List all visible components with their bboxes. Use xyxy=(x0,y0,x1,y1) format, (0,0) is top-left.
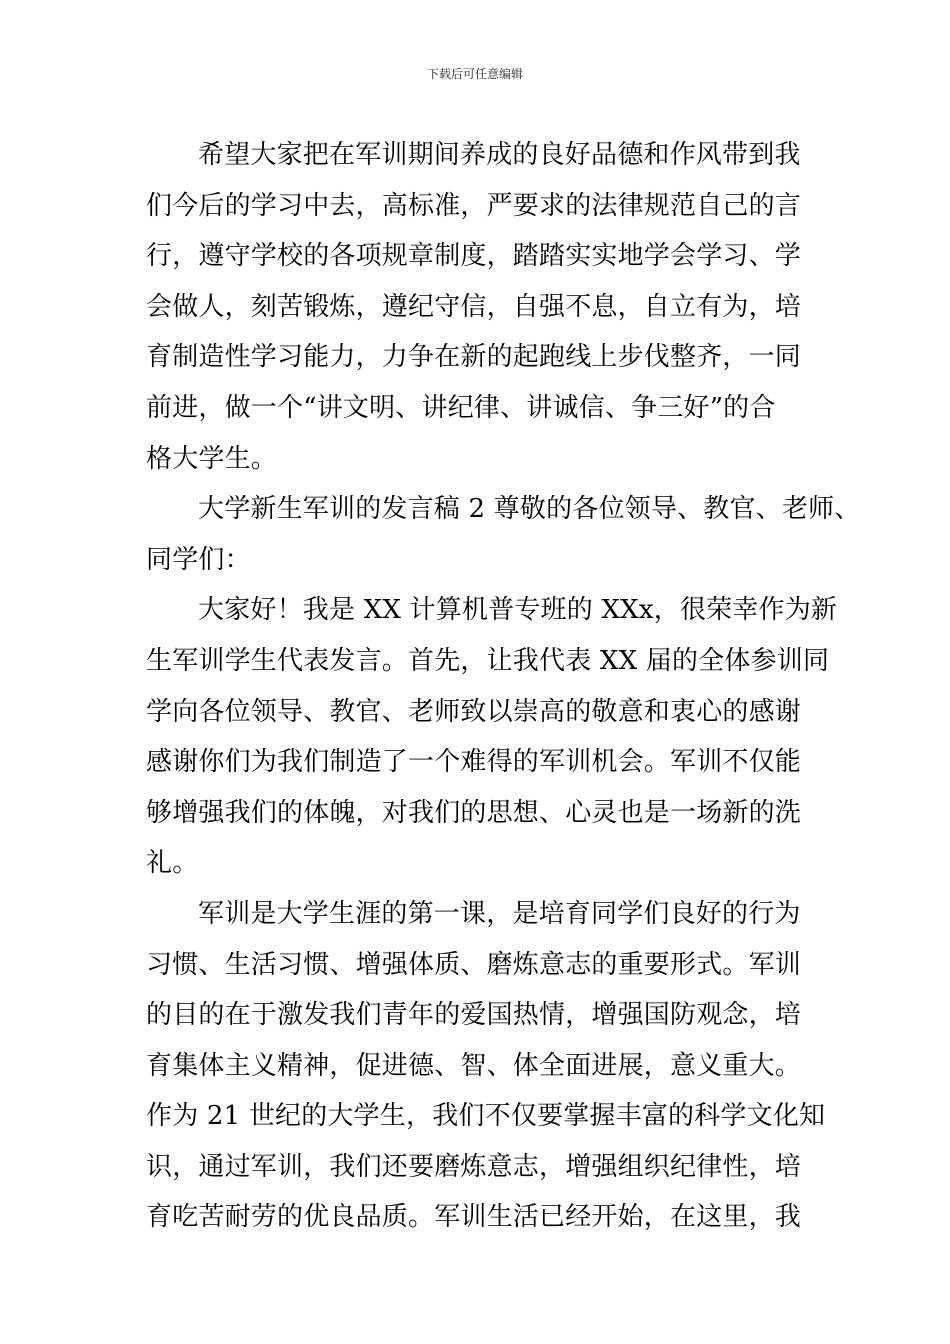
text-line: 的目的在于激发我们青年的爱国热情，增强国防观念，培 xyxy=(146,1000,802,1031)
text-line: 会做人，刻苦锻炼，遵纪守信，自强不息，自立有为，培 xyxy=(146,291,802,322)
text-line: 识，通过军训，我们还要磨炼意志，增强组织纪律性，培 xyxy=(146,1151,802,1182)
text-line: 同学们： xyxy=(146,544,251,575)
text-line: 育集体主义精神，促进德、智、体全面进展，意义重大。 xyxy=(146,1050,802,1081)
text-line: 格大学生。 xyxy=(146,443,278,474)
text-line: 作为 21 世纪的大学生，我们不仅要掌握丰富的科学文化知 xyxy=(146,1101,826,1132)
page-header: 下载后可任意编辑 xyxy=(426,67,523,81)
text-line: 够增强我们的体魄，对我们的思想、心灵也是一场新的洗 xyxy=(146,797,802,828)
text-line: 大学新生军训的发言稿 2 尊敬的各位领导、教官、老师、 xyxy=(198,494,861,525)
text-line: 希望大家把在军训期间养成的良好品德和作风带到我 xyxy=(198,140,801,170)
text-line: 军训是大学生涯的第一课，是培育同学们良好的行为 xyxy=(198,898,801,929)
text-line: 育吃苦耐劳的优良品质。军训生活已经开始，在这里，我 xyxy=(146,1202,802,1233)
text-line: 习惯、生活习惯、增强体质、磨炼意志的重要形式。军训 xyxy=(146,949,802,980)
document-body xyxy=(146,130,861,1243)
text-line: 们今后的学习中去，高标准，严要求的法律规范自己的言 xyxy=(146,190,802,221)
text-line: 礼。 xyxy=(146,848,199,879)
text-line: 学向各位领导、教官、老师致以崇高的敬意和衷心的感谢 xyxy=(146,696,802,727)
text-line: 育制造性学习能力，力争在新的起跑线上步伐整齐，一同 xyxy=(146,342,802,373)
text-line: 行，遵守学校的各项规章制度，踏踏实实地学会学习、学 xyxy=(146,241,802,272)
text-line: 生军训学生代表发言。首先，让我代表 XX 届的全体参训同 xyxy=(146,645,830,676)
text-line: 感谢你们为我们制造了一个难得的军训机会。军训不仅能 xyxy=(146,747,802,778)
text-line: 前进，做一个“讲文明、讲纪律、讲诚信、争三好”的合 xyxy=(146,392,776,423)
text-line: 大家好！我是 XX 计算机普专班的 XXx，很荣幸作为新 xyxy=(198,595,838,626)
